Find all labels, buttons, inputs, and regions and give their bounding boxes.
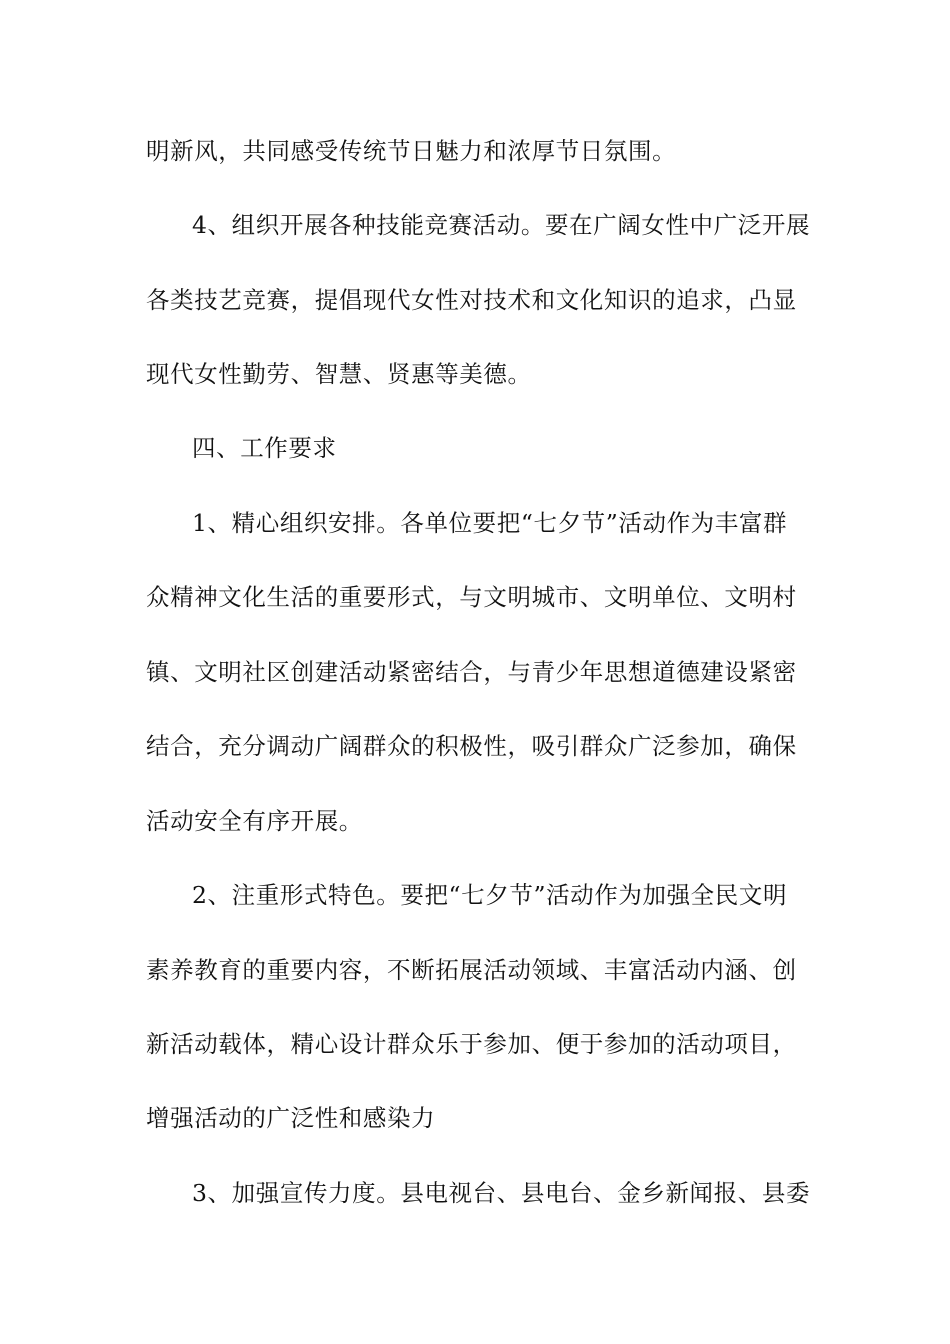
text-line-2: 4、组织开展各种技能竞赛活动。要在广阔女性中广泛开展: [192, 211, 811, 239]
text-line-10: 活动安全有序开展。: [146, 807, 363, 835]
section-heading: 四、工作要求: [192, 434, 337, 462]
text-line-6: 1、精心组织安排。各单位要把“七夕节”活动作为丰富群: [192, 509, 788, 537]
text-line-11: 2、注重形式特色。要把“七夕节”活动作为加强全民文明: [192, 881, 788, 909]
text-line-14: 增强活动的广泛性和感染力: [146, 1104, 436, 1132]
text-line-12: 素养教育的重要内容，不断拓展活动领域、丰富活动内涵、创: [146, 956, 797, 984]
text-line-9: 结合，充分调动广阔群众的积极性，吸引群众广泛参加，确保: [146, 732, 797, 760]
text-line-3: 各类技艺竞赛，提倡现代女性对技术和文化知识的追求，凸显: [146, 286, 797, 314]
text-line-8: 镇、文明社区创建活动紧密结合，与青少年思想道德建设紧密: [146, 658, 797, 686]
text-line-1: 明新风，共同感受传统节日魅力和浓厚节日氛围。: [146, 137, 677, 165]
text-line-7: 众精神文化生活的重要形式，与文明城市、文明单位、文明村: [146, 583, 797, 611]
text-line-15: 3、加强宣传力度。县电视台、县电台、金乡新闻报、县委: [192, 1179, 811, 1207]
text-line-4: 现代女性勤劳、智慧、贤惠等美德。: [146, 360, 532, 388]
text-line-13: 新活动载体，精心设计群众乐于参加、便于参加的活动项目，: [146, 1030, 797, 1058]
